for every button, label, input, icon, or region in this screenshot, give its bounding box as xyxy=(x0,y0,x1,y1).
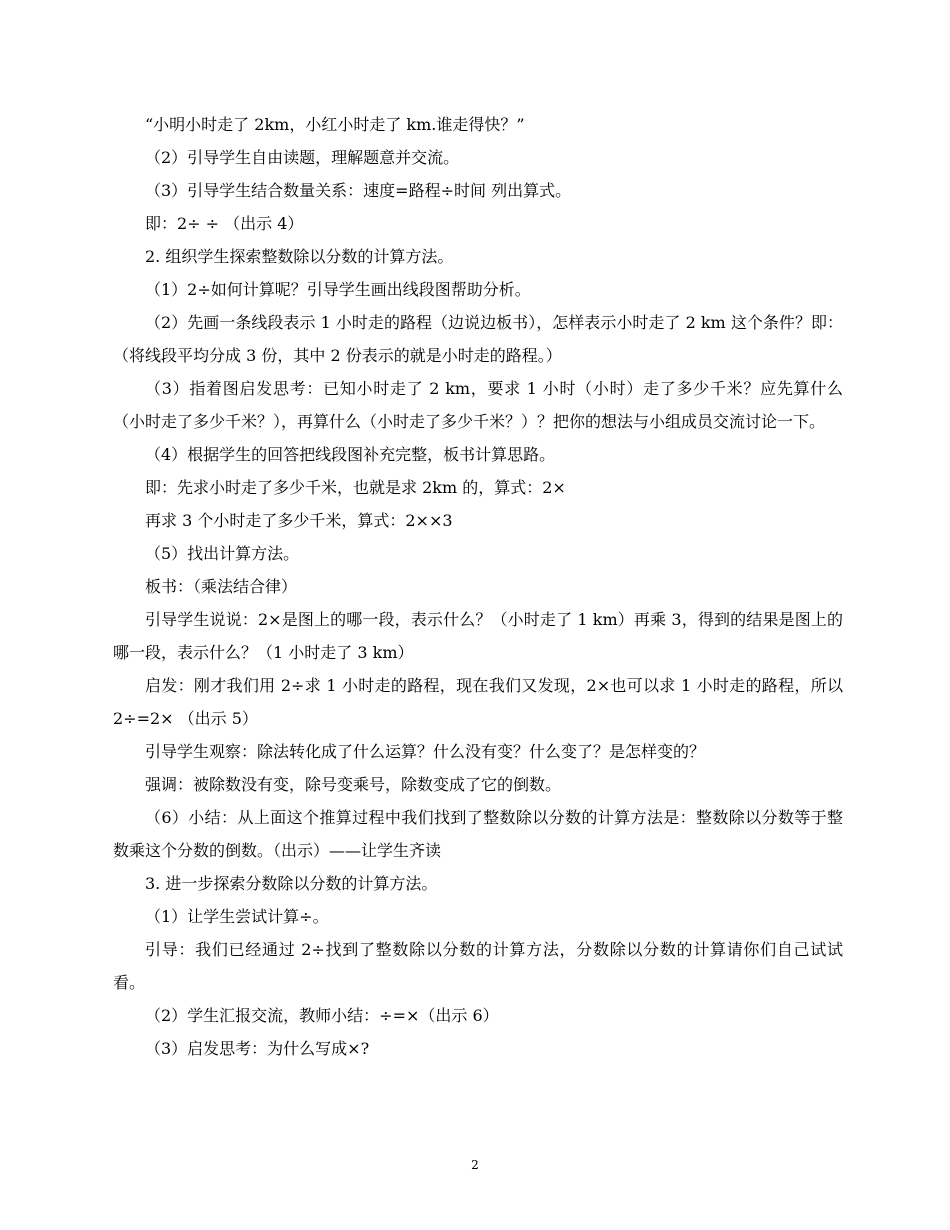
paragraph-sub-3-think: （3）指着图启发思考：已知小时走了 2 km，要求 1 小时（小时）走了多少千米？应先算什么（小时走了多少千米？），再算什么（小时走了多少千米？）？把你的想法与小组成员交流讨论一下。 xyxy=(113,379,843,431)
paragraph-sub-6-summary: （6）小结：从上面这个推算过程中我们找到了整数除以分数的计算方法是：整数除以分数等于整数乘这个分数的倒数。（出示）——让学生齐读 xyxy=(113,808,843,860)
paragraph-step-3-formula: （3）引导学生结合数量关系：速度=路程÷时间 列出算式。 xyxy=(145,181,572,200)
page-number: 2 xyxy=(471,1158,479,1172)
paragraph-sub-2-draw-line: （2）先画一条线段表示 1 小时走的路程（边说边板书），怎样表示小时走了 2 km 这个条件？即：（将线段平均分成 3 份，其中 2 份表示的就是小时走的路程。） xyxy=(113,313,843,365)
paragraph-sub-5-method: （5）找出计算方法。 xyxy=(145,544,300,563)
paragraph-sub-2-report: （2）学生汇报交流，教师小结：÷=×（出示 6） xyxy=(145,1006,499,1025)
paragraph-board-writing: 板书：（乘法结合律） xyxy=(145,577,298,596)
paragraph-sub-1-try: （1）让学生尝试计算÷。 xyxy=(145,907,329,926)
paragraph-expression-show-4: 即：2÷ ÷ （出示 4） xyxy=(145,214,304,233)
paragraph-sub-4-complete-diagram: （4）根据学生的回答把线段图补充完整，板书计算思路。 xyxy=(145,445,556,464)
paragraph-inspire: 启发：刚才我们用 2÷求 1 小时走的路程，现在我们又发现，2×也可以求 1 小时走的路程，所以 2÷=2× （出示 5） xyxy=(113,676,843,728)
paragraph-guide-explain: 引导学生说说：2×是图上的哪一段，表示什么？（小时走了 1 km）再乘 3，得到的结果是图上的哪一段，表示什么？（1 小时走了 3 km） xyxy=(113,610,843,662)
document-body xyxy=(113,108,843,1065)
paragraph-section-2-heading: 2. 组织学生探索整数除以分数的计算方法。 xyxy=(145,247,454,266)
paragraph-observe: 引导学生观察：除法转化成了什么运算？什么没有变？什么变了？是怎样变的？ xyxy=(145,742,706,761)
paragraph-emphasize: 强调：被除数没有变，除号变乘号，除数变成了它的倒数。 xyxy=(145,775,562,794)
paragraph-quote: “小明小时走了 2km，小红小时走了 km.谁走得快？” xyxy=(145,115,525,134)
paragraph-section-3-heading: 3. 进一步探索分数除以分数的计算方法。 xyxy=(145,874,438,893)
paragraph-sub-3-why: （3）启发思考：为什么写成×? xyxy=(145,1039,370,1058)
paragraph-step-2-read: （2）引导学生自由读题，理解题意并交流。 xyxy=(145,148,460,167)
paragraph-then-compute: 再求 3 个小时走了多少千米，算式：2××3 xyxy=(145,511,453,530)
paragraph-sub-1-how-to-compute: （1）2÷如何计算呢？引导学生画出线段图帮助分析。 xyxy=(145,280,531,299)
paragraph-guide-fraction: 引导：我们已经通过 2÷找到了整数除以分数的计算方法，分数除以分数的计算请你们自己试试看。 xyxy=(113,940,843,992)
paragraph-first-compute: 即：先求小时走了多少千米，也就是求 2km 的，算式：2× xyxy=(145,478,566,497)
